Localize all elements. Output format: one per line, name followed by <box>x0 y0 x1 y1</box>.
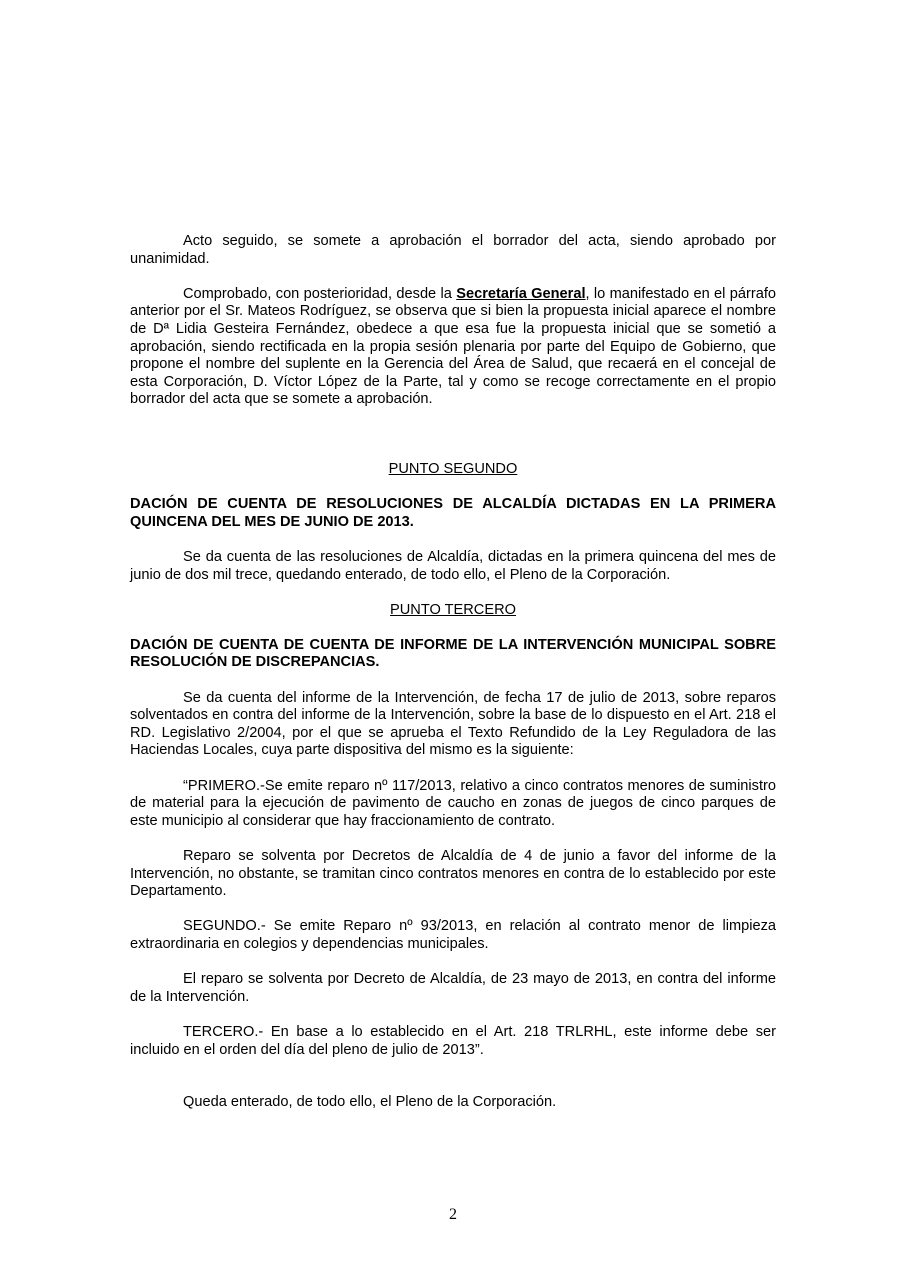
segundo-paragraph: SEGUNDO.- Se emite Reparo nº 93/2013, en relación al contrato menor de limpieza extraordinaria en colegios y dependencias municipales. <box>130 918 776 952</box>
paragraph-secretaria <box>130 286 776 409</box>
tercero-paragraph: TERCERO.- En base a lo establecido en el Art. 218 TRLRHL, este informe debe ser incluido en el orden del día del pleno de julio de 2013”. <box>130 1023 776 1058</box>
punto-segundo-body: Se da cuenta de las resoluciones de Alcaldía, dictadas en la primera quincena del mes de junio de dos mil trece, quedando enterado, de todo ello, el Pleno de la Corporación. <box>130 548 776 583</box>
paragraph-approval: Acto seguido, se somete a aprobación el borrador del acta, siendo aprobado por unanimidad. <box>130 233 776 267</box>
punto-segundo-title: DACIÓN DE CUENTA DE RESOLUCIONES DE ALCALDÍA DICTADAS EN LA PRIMERA QUINCENA DEL MES DE JUNIO DE 2013. <box>130 496 776 530</box>
reparo-two-paragraph: El reparo se solventa por Decreto de Alcaldía, de 23 mayo de 2013, en contra del informe de la Intervención. <box>130 971 776 1005</box>
primero-paragraph: “PRIMERO.-Se emite reparo nº 117/2013, relativo a cinco contratos menores de suministro de material para la ejecución de pavimento de caucho en zonas de juegos de cinco parques de este municipio al considerar que hay fraccionamiento de contrato. <box>130 777 776 829</box>
paragraph-secretaria-start: Comprobado, con posterioridad, desde la <box>183 285 457 302</box>
punto-tercero-heading: PUNTO TERCERO <box>390 601 516 618</box>
secretaria-general-label: Secretaría General <box>456 285 586 302</box>
reparo-one-paragraph: Reparo se solventa por Decretos de Alcaldía de 4 de junio a favor del informe de la Intervención, no obstante, se tramitan cinco contratos menores en contra de lo establecido por este Departamento. <box>130 848 776 900</box>
punto-tercero-body: Se da cuenta del informe de la Intervención, de fecha 17 de julio de 2013, sobre reparos solventados en contra del informe de la Intervención, sobre la base de lo dispuesto en el Art. 218 el RD. Legislativo 2/2004, por el que se aprueba el Texto Refundido de la Ley Reguladora de las Haciendas Locales, cuya parte dispositiva del mismo es la siguiente: <box>130 689 776 759</box>
document-page <box>130 233 776 1112</box>
page-number: 2 <box>449 1206 457 1223</box>
paragraph-secretaria-end: , lo manifestado en el párrafo anterior por el Sr. Mateos Rodríguez, se observa que si bien la propuesta inicial aparece el nombre de Dª Lidia Gesteira Fernández, obedece a que esa fue la propuesta inicial que se sometió a aprobación, siendo rectificada en la propia sesión plenaria por parte del Equipo de Gobierno, que propone el nombre del suplente en la Gerencia del Área de Salud, que recaerá en el concejal de esta Corporación, D. Víctor López de la Parte, tal y como se recoge correctamente en el propio borrador del acta que se somete a aprobación. <box>130 285 777 408</box>
punto-segundo-heading: PUNTO SEGUNDO <box>388 460 518 477</box>
punto-tercero-title: DACIÓN DE CUENTA DE CUENTA DE INFORME DE LA INTERVENCIÓN MUNICIPAL SOBRE RESOLUCIÓN DE DISCREPANCIAS. <box>130 636 776 671</box>
closing-paragraph: Queda enterado, de todo ello, el Pleno de la Corporación. <box>183 1094 557 1111</box>
